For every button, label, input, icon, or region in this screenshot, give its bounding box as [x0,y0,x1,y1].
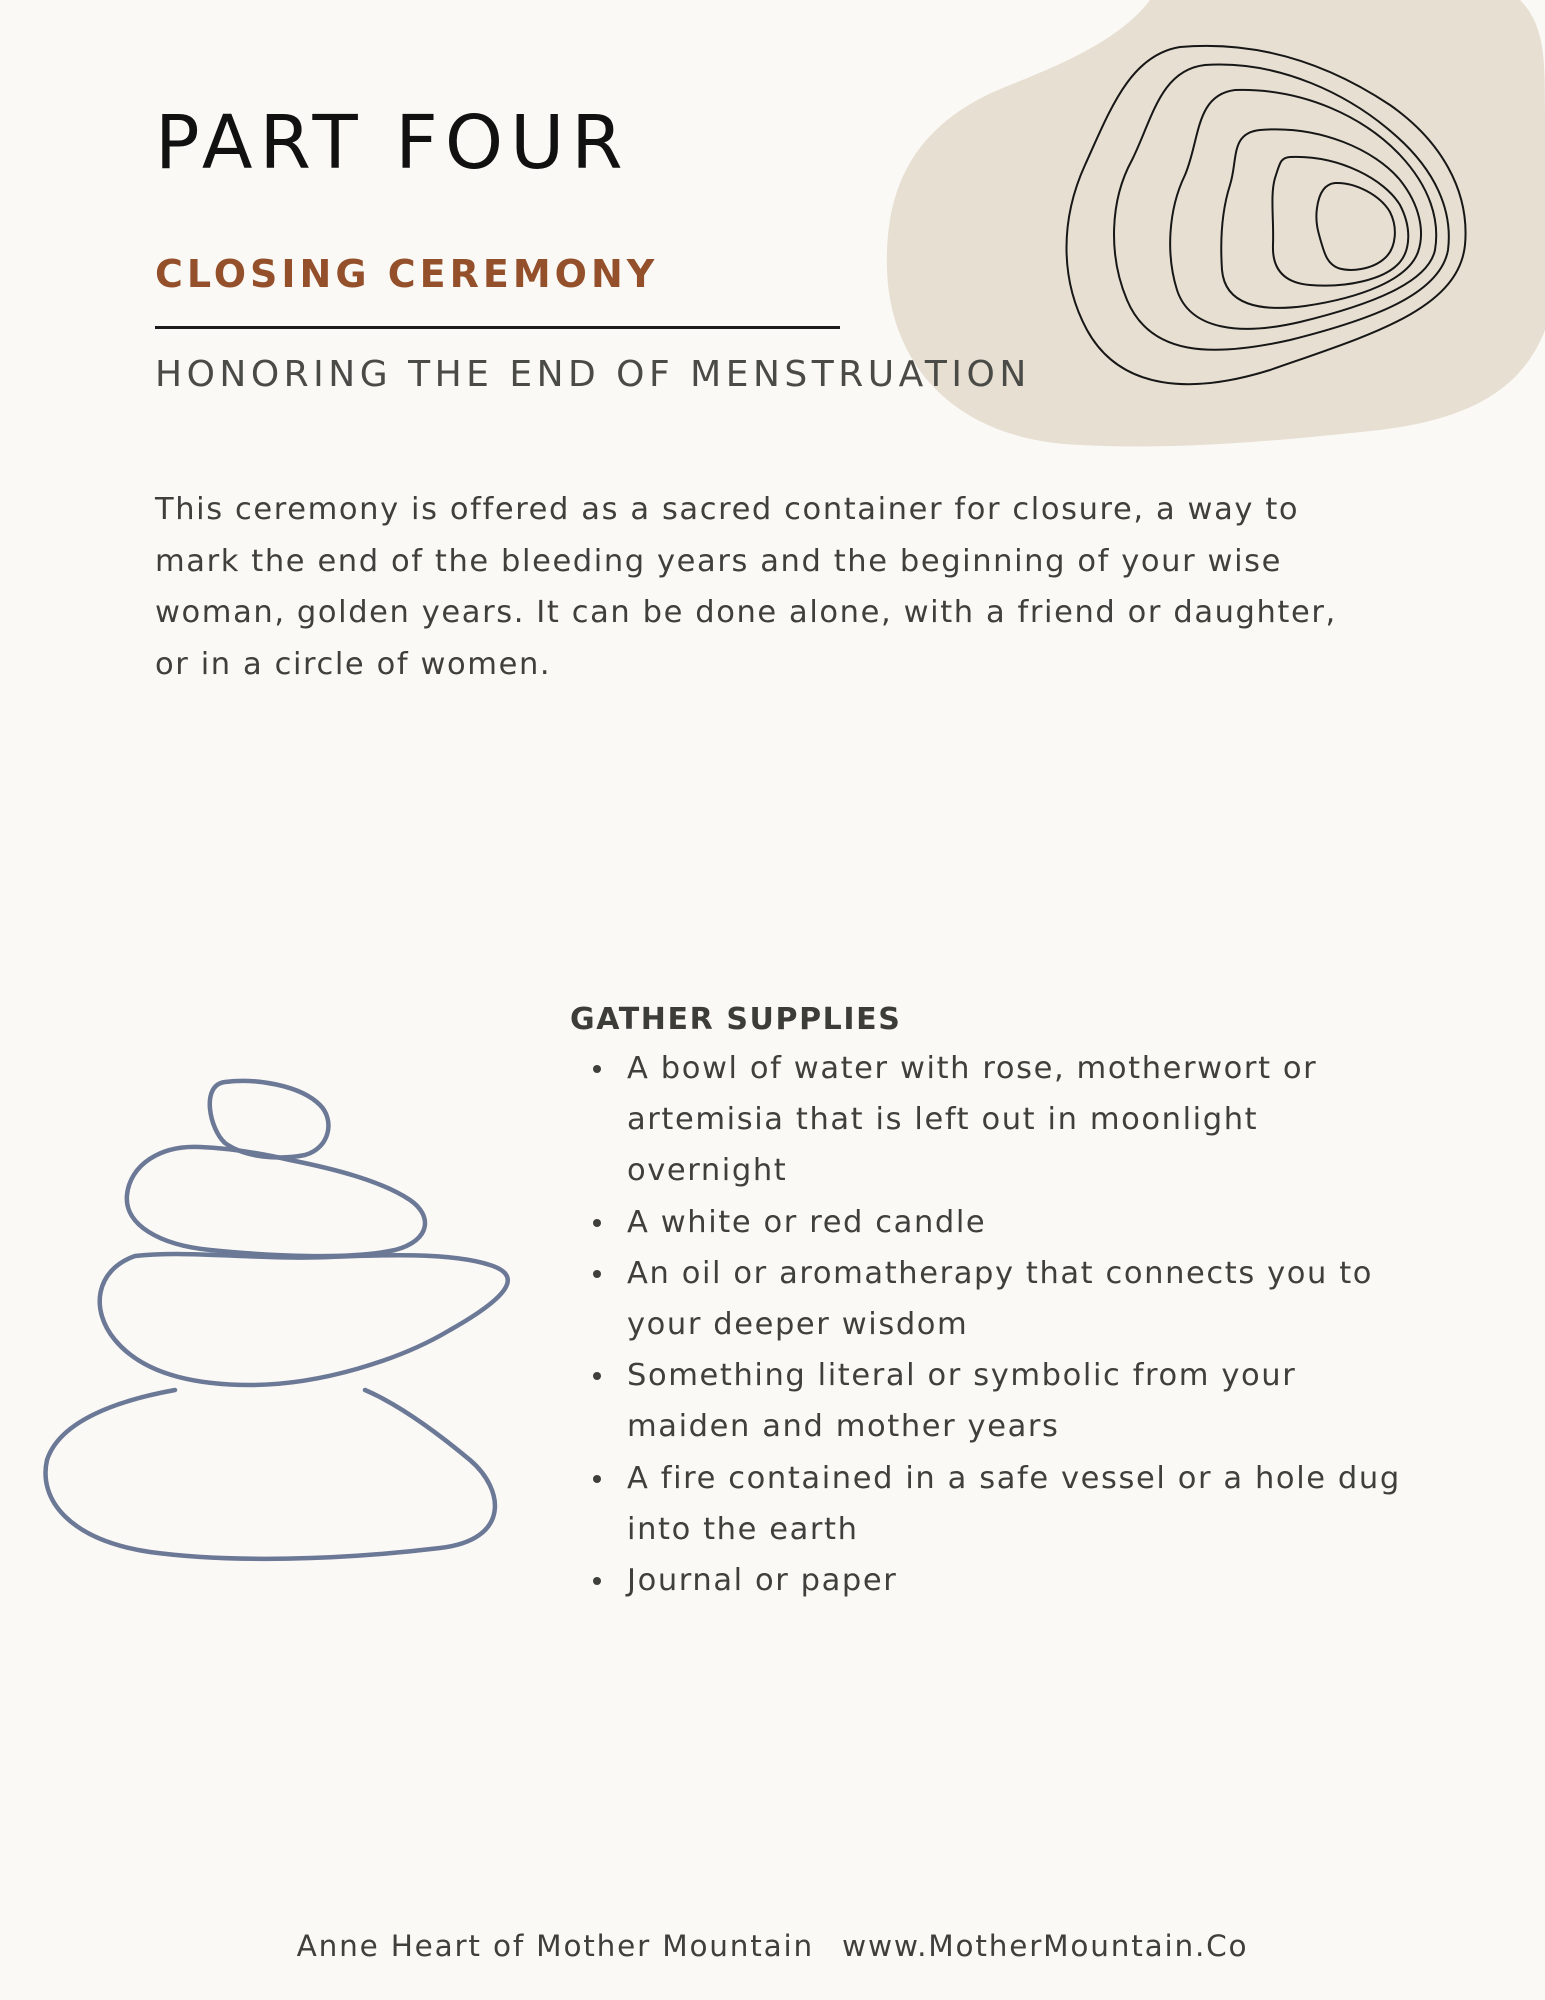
list-item-line: A white or red candle [627,1204,987,1240]
list-item [570,1453,1510,1555]
bullet-icon [593,1372,601,1380]
supplies-heading: GATHER SUPPLIES [570,1002,902,1037]
list-item-line: artemisia that is left out in moonlight [627,1102,1259,1138]
list-item-line: A bowl of water with rose, motherwort or [627,1051,1318,1086]
ceremony-title: CLOSING CEREMONY [155,252,659,296]
intro-line: This ceremony is offered as a sacred container for closure, a way to [155,492,1300,527]
footer-website-link[interactable]: www.MotherMountain.Co [842,1929,1249,1963]
bullet-icon [593,1065,601,1073]
list-item [570,1248,1510,1350]
bullet-icon [593,1577,601,1585]
supplies-section [570,1002,1510,1606]
intro-line: mark the end of the bleeding years and the beginning of your wise [155,543,1283,579]
list-item [570,1197,1510,1248]
bullet-icon [593,1270,601,1278]
list-item [570,1350,1510,1452]
list-item-line: A fire contained in a safe vessel or a hole dug [627,1460,1401,1496]
bullet-icon [593,1219,601,1227]
footer [0,1929,1545,1963]
intro-line: or in a circle of women. [155,646,552,682]
stone-bottom [46,1390,495,1559]
stone-third [100,1254,508,1385]
intro-line: woman, golden years. It can be done alone, with a friend or daughter, [155,595,1337,630]
list-item-line: Something literal or symbolic from your [627,1358,1297,1394]
title-divider [155,326,840,329]
list-item-line: An oil or aromatherapy that connects you to [627,1255,1374,1291]
list-item [570,1043,1510,1197]
stone-top [210,1081,329,1158]
list-item-line: your deeper wisdom [627,1307,969,1343]
subtitle: HONORING THE END OF MENSTRUATION [155,354,1031,395]
supplies-list [570,1043,1510,1606]
stacked-stones-icon [40,1075,520,1575]
footer-author: Anne Heart of Mother Mountain [296,1929,815,1963]
list-item-line: maiden and mother years [627,1409,1060,1445]
bullet-icon [593,1475,601,1483]
list-item [570,1555,1510,1606]
list-item-line: Journal or paper [627,1563,898,1599]
intro-paragraph [155,484,1435,690]
list-item-line: overnight [627,1153,788,1189]
stone-second [127,1147,425,1256]
list-item-line: into the earth [627,1511,859,1547]
part-title: PART FOUR [155,100,630,186]
